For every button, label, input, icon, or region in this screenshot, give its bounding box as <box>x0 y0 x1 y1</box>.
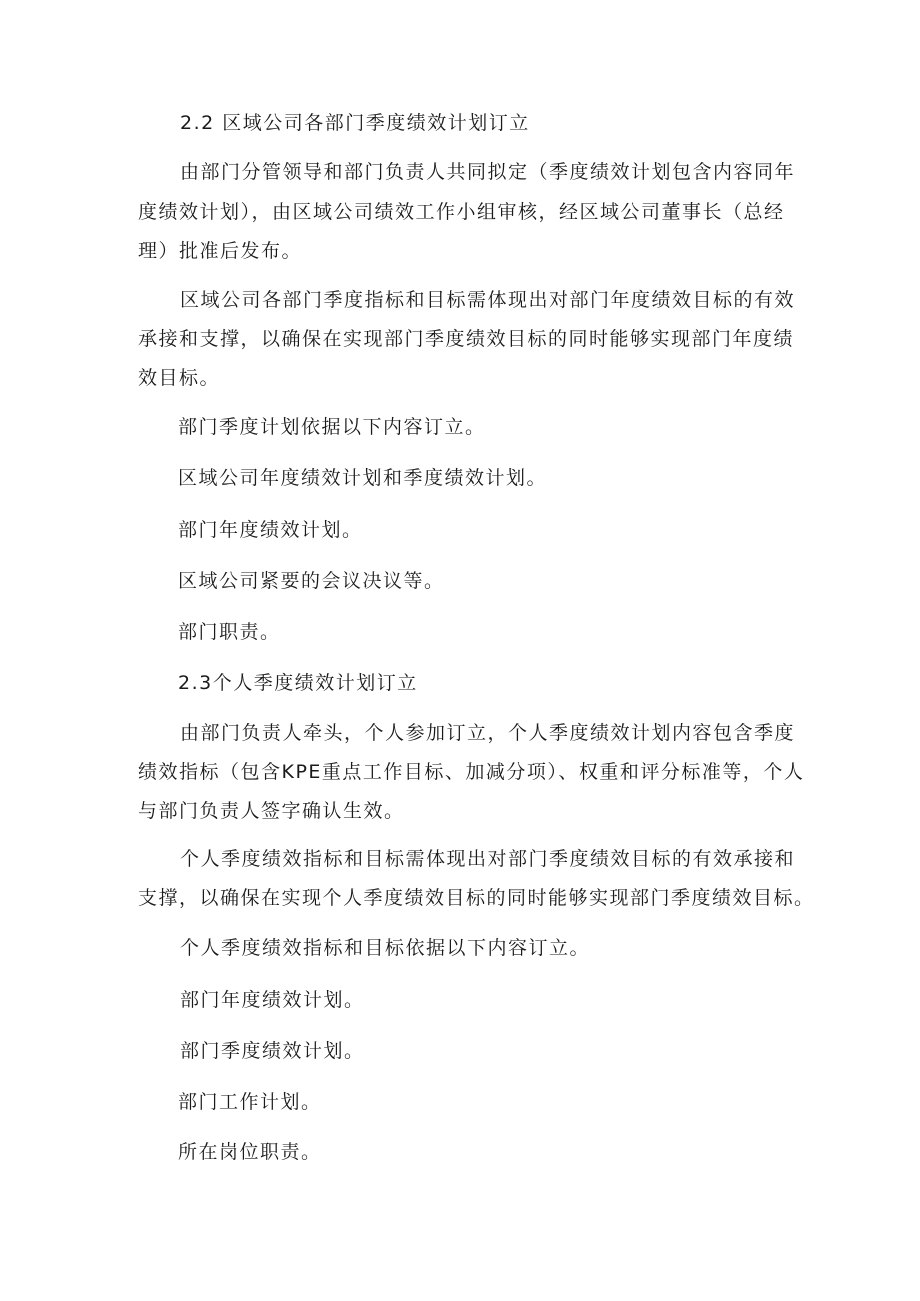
section-2-3-basis-item: 部门季度绩效计划。 <box>180 1040 365 1062</box>
section-2-2-para2-line1: 区域公司各部门季度指标和目标需体现出对部门年度绩效目标的有效 <box>180 289 796 311</box>
section-2-2-basis-item: 区域公司年度绩效计划和季度绩效计划。 <box>178 467 548 489</box>
section-2-3-para1-line2: 绩效指标（包含KPE重点工作目标、加减分项）、权重和评分标准等，个人 <box>138 761 805 783</box>
section-2-3-basis-intro: 个人季度绩效指标和目标依据以下内容订立。 <box>180 937 591 959</box>
section-2-2-heading: 2.2 区域公司各部门季度绩效计划订立 <box>180 112 530 134</box>
section-2-2-para1-line2: 度绩效计划），由区域公司绩效工作小组审核，经区域公司董事长（总经 <box>138 201 785 223</box>
section-2-2-para1-line1: 由部门分管领导和部门负责人共同拟定（季度绩效计划包含内容同年 <box>180 161 796 183</box>
section-2-3-basis-item: 部门工作计划。 <box>178 1091 322 1113</box>
section-2-3-para2-line1: 个人季度绩效指标和目标需体现出对部门季度绩效目标的有效承接和 <box>180 848 796 870</box>
section-2-2-basis-item: 区域公司紧要的会议决议等。 <box>178 570 445 592</box>
section-2-3-basis-item: 部门年度绩效计划。 <box>180 989 365 1011</box>
section-2-3-para1-line1: 由部门负责人牵头，个人参加订立，个人季度绩效计划内容包含季度 <box>180 722 796 744</box>
section-2-3-basis-item: 所在岗位职责。 <box>178 1141 322 1163</box>
section-2-2-basis-item: 部门职责。 <box>178 621 281 643</box>
section-2-2-para1-line3: 理）批准后发布。 <box>138 240 303 262</box>
section-2-3-para2-line2: 支撑，以确保在实现个人季度绩效目标的同时能够实现部门季度绩效目标。 <box>138 887 815 909</box>
section-2-2-para2-line2: 承接和支撑，以确保在实现部门季度绩效目标的同时能够实现部门年度绩 <box>138 328 795 350</box>
section-2-2-basis-intro: 部门季度计划依据以下内容订立。 <box>178 416 486 438</box>
section-2-3-heading: 2.3个人季度绩效计划订立 <box>178 672 418 694</box>
section-2-2-para2-line3: 效目标。 <box>138 367 221 389</box>
section-2-3-para1-line3: 与部门负责人签字确认生效。 <box>138 800 405 822</box>
section-2-2-basis-item: 部门年度绩效计划。 <box>178 519 363 541</box>
